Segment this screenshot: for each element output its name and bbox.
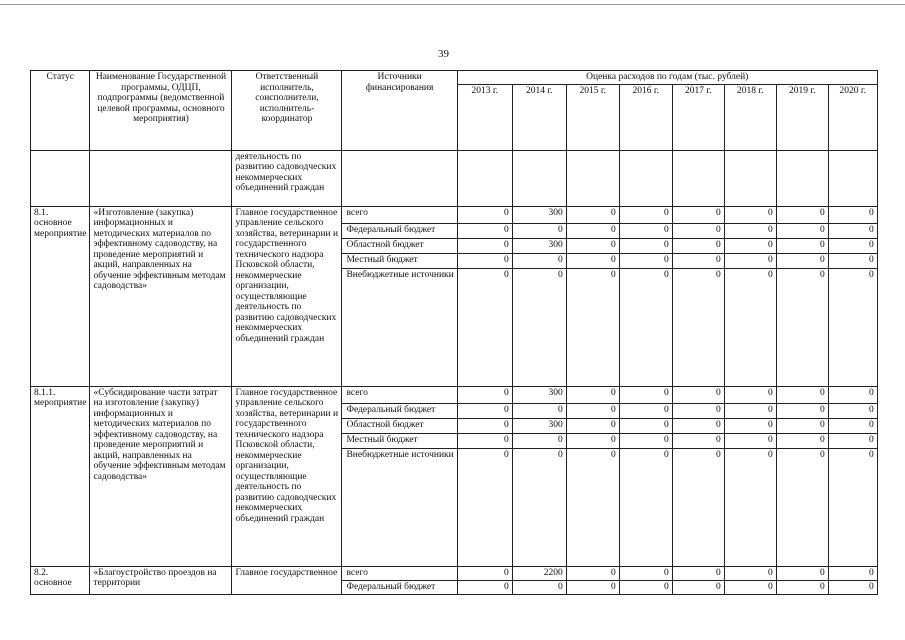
- amount-cell: 0: [672, 253, 724, 268]
- continuation-cell: [672, 150, 724, 206]
- amount-cell: 0: [776, 206, 828, 223]
- amount-cell: 0: [512, 448, 566, 566]
- continuation-cell: [457, 150, 512, 206]
- header-responsible: Ответственный исполнитель, соисполнители, исполнитель-координатор: [232, 71, 342, 151]
- amount-cell: 0: [672, 268, 724, 386]
- funding-row: [31, 206, 878, 223]
- amount-cell: 0: [776, 418, 828, 433]
- amount-cell: 0: [619, 448, 672, 566]
- amount-cell: 0: [776, 448, 828, 566]
- responsible-cell: Главное государственное управление сельского хозяйства, ветеринарии и государственного технического надзора Псковской области, некоммерческие организации, осуществляющие деятельность по развитию садоводческих некоммерческих объединений граждан: [232, 206, 342, 386]
- amount-cell: 0: [457, 448, 512, 566]
- amount-cell: 0: [776, 403, 828, 418]
- continuation-row: [31, 150, 878, 206]
- header-year: 2020 г.: [828, 84, 877, 150]
- funding-source: всего: [342, 386, 457, 403]
- responsible-cell: Главное государственное: [232, 566, 342, 594]
- amount-cell: 0: [566, 386, 619, 403]
- continuation-cell: [342, 150, 457, 206]
- amount-cell: 2200: [512, 566, 566, 580]
- funding-source: Местный бюджет: [342, 253, 457, 268]
- amount-cell: 0: [457, 403, 512, 418]
- amount-cell: 0: [776, 386, 828, 403]
- amount-cell: 0: [457, 580, 512, 594]
- amount-cell: 0: [457, 238, 512, 253]
- funding-source: Федеральный бюджет: [342, 580, 457, 594]
- amount-cell: 0: [672, 433, 724, 448]
- header-status: Статус: [31, 71, 90, 151]
- amount-cell: 0: [619, 418, 672, 433]
- continuation-cell: [776, 150, 828, 206]
- amount-cell: 0: [828, 386, 877, 403]
- amount-cell: 0: [619, 223, 672, 238]
- amount-cell: 0: [619, 403, 672, 418]
- amount-cell: 0: [566, 448, 619, 566]
- amount-cell: 0: [724, 238, 776, 253]
- program-name-cell: «Благоустройство проездов на территории: [90, 566, 232, 594]
- continuation-cell: [90, 150, 232, 206]
- amount-cell: 0: [672, 223, 724, 238]
- amount-cell: 0: [512, 433, 566, 448]
- amount-cell: 0: [512, 223, 566, 238]
- continuation-cell: [619, 150, 672, 206]
- amount-cell: 0: [566, 566, 619, 580]
- amount-cell: 0: [512, 268, 566, 386]
- amount-cell: 0: [828, 223, 877, 238]
- amount-cell: 300: [512, 418, 566, 433]
- header-sources: Источники финансирования: [342, 71, 457, 151]
- amount-cell: 0: [457, 268, 512, 386]
- amount-cell: 300: [512, 386, 566, 403]
- amount-cell: 0: [457, 206, 512, 223]
- budget-table: [30, 70, 878, 595]
- continuation-cell: [566, 150, 619, 206]
- amount-cell: 0: [512, 403, 566, 418]
- amount-cell: 0: [828, 580, 877, 594]
- amount-cell: 0: [828, 448, 877, 566]
- funding-source: Федеральный бюджет: [342, 403, 457, 418]
- amount-cell: 0: [672, 386, 724, 403]
- amount-cell: 0: [724, 223, 776, 238]
- amount-cell: 0: [724, 418, 776, 433]
- amount-cell: 0: [672, 238, 724, 253]
- amount-cell: 0: [828, 206, 877, 223]
- header-row: [31, 71, 878, 85]
- amount-cell: 0: [776, 580, 828, 594]
- amount-cell: 0: [776, 238, 828, 253]
- continuation-responsible: деятельность по развитию садоводческих некоммерческих объединений граждан: [232, 150, 342, 206]
- funding-source: Внебюджетные источники: [342, 268, 457, 386]
- amount-cell: 0: [566, 403, 619, 418]
- header-year: 2013 г.: [457, 84, 512, 150]
- status-cell: 8.2. основное: [31, 566, 90, 594]
- continuation-cell: [512, 150, 566, 206]
- amount-cell: 0: [672, 206, 724, 223]
- program-name-cell: «Субсидирование части затрат на изготовление (закупку) информационных и методических материалов по эффективному садоводству, на проведение мероприятий и акций, направленных на обучение эффективным методам садоводства»: [90, 386, 232, 566]
- amount-cell: 0: [828, 403, 877, 418]
- funding-source: Внебюджетные источники: [342, 448, 457, 566]
- amount-cell: 0: [724, 253, 776, 268]
- responsible-cell: Главное государственное управление сельского хозяйства, ветеринарии и государственного технического надзора Псковской области, некоммерческие организации, осуществляющие деятельность по развитию садоводческих некоммерческих объединений граждан: [232, 386, 342, 566]
- amount-cell: 0: [566, 418, 619, 433]
- amount-cell: 0: [724, 206, 776, 223]
- header-program-name: Наименование Государственной программы, ОДЦП, подпрограммы (ведомственной целевой программы, основного мероприятия): [90, 71, 232, 151]
- amount-cell: 0: [828, 566, 877, 580]
- amount-cell: 300: [512, 206, 566, 223]
- amount-cell: 0: [724, 448, 776, 566]
- header-year: 2016 г.: [619, 84, 672, 150]
- amount-cell: 0: [619, 566, 672, 580]
- amount-cell: 0: [724, 580, 776, 594]
- amount-cell: 0: [828, 418, 877, 433]
- amount-cell: 0: [828, 433, 877, 448]
- amount-cell: 0: [724, 566, 776, 580]
- status-cell: 8.1. основное мероприятие: [31, 206, 90, 386]
- amount-cell: 0: [512, 580, 566, 594]
- amount-cell: 0: [457, 433, 512, 448]
- page-number: 39: [438, 48, 449, 60]
- funding-source: Местный бюджет: [342, 433, 457, 448]
- funding-row: [31, 386, 878, 403]
- amount-cell: 0: [512, 253, 566, 268]
- amount-cell: 0: [672, 580, 724, 594]
- amount-cell: 0: [776, 566, 828, 580]
- funding-row: [31, 566, 878, 580]
- amount-cell: 0: [724, 403, 776, 418]
- amount-cell: 0: [566, 223, 619, 238]
- amount-cell: 0: [724, 433, 776, 448]
- header-year: 2019 г.: [776, 84, 828, 150]
- status-cell: 8.1.1. мероприятие: [31, 386, 90, 566]
- funding-source: Областной бюджет: [342, 238, 457, 253]
- amount-cell: 0: [828, 253, 877, 268]
- header-year: 2017 г.: [672, 84, 724, 150]
- amount-cell: 0: [457, 418, 512, 433]
- amount-cell: 0: [566, 238, 619, 253]
- amount-cell: 0: [457, 253, 512, 268]
- amount-cell: 0: [457, 386, 512, 403]
- amount-cell: 0: [619, 433, 672, 448]
- amount-cell: 0: [672, 566, 724, 580]
- amount-cell: 0: [566, 268, 619, 386]
- continuation-cell: [31, 150, 90, 206]
- header-year: 2018 г.: [724, 84, 776, 150]
- amount-cell: 0: [724, 268, 776, 386]
- amount-cell: 0: [776, 253, 828, 268]
- amount-cell: 0: [566, 253, 619, 268]
- funding-source: Областной бюджет: [342, 418, 457, 433]
- amount-cell: 0: [672, 418, 724, 433]
- amount-cell: 0: [566, 433, 619, 448]
- amount-cell: 0: [457, 223, 512, 238]
- amount-cell: 0: [776, 223, 828, 238]
- amount-cell: 0: [619, 580, 672, 594]
- amount-cell: 0: [566, 206, 619, 223]
- funding-source: Федеральный бюджет: [342, 223, 457, 238]
- header-year: 2015 г.: [566, 84, 619, 150]
- funding-source: всего: [342, 566, 457, 580]
- funding-source: всего: [342, 206, 457, 223]
- amount-cell: 0: [776, 433, 828, 448]
- amount-cell: 0: [619, 268, 672, 386]
- amount-cell: 0: [619, 206, 672, 223]
- amount-cell: 0: [828, 268, 877, 386]
- continuation-cell: [828, 150, 877, 206]
- amount-cell: 0: [619, 238, 672, 253]
- amount-cell: 0: [457, 566, 512, 580]
- amount-cell: 0: [828, 238, 877, 253]
- amount-cell: 0: [619, 386, 672, 403]
- amount-cell: 0: [724, 386, 776, 403]
- header-estimate: Оценка расходов по годам (тыс. рублей): [457, 71, 877, 85]
- amount-cell: 0: [672, 403, 724, 418]
- amount-cell: 0: [776, 268, 828, 386]
- header-year: 2014 г.: [512, 84, 566, 150]
- amount-cell: 0: [619, 253, 672, 268]
- amount-cell: 0: [566, 580, 619, 594]
- amount-cell: 300: [512, 238, 566, 253]
- continuation-cell: [724, 150, 776, 206]
- amount-cell: 0: [672, 448, 724, 566]
- program-name-cell: «Изготовление (закупка) информационных и методических материалов по эффективному садоводству, на проведение мероприятий и акций, направленных на обучение эффективным методам садоводства»: [90, 206, 232, 386]
- scan-top-edge: [0, 4, 905, 5]
